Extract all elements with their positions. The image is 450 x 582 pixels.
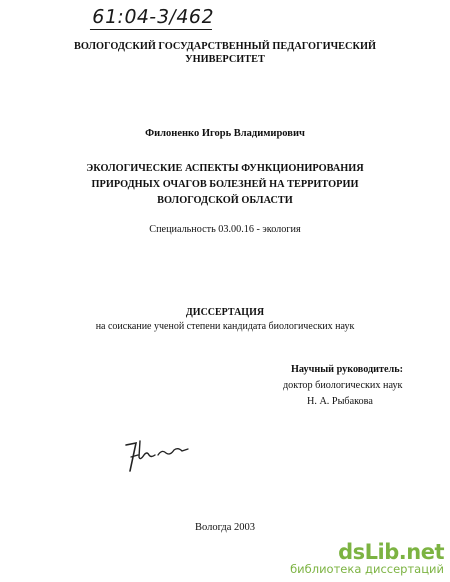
- title-line-2: ПРИРОДНЫХ ОЧАГОВ БОЛЕЗНЕЙ НА ТЕРРИТОРИИ: [91, 179, 359, 190]
- dissertation-title: [0, 161, 450, 209]
- advisor-degree: доктор биологических наук: [283, 380, 403, 391]
- university-name: [0, 40, 450, 66]
- advisor-heading: Научный руководитель:: [291, 364, 404, 375]
- archive-code: 61:04-3/462: [90, 6, 216, 28]
- specialty: Специальность 03.00.16 - экология: [149, 224, 301, 235]
- watermark-subtitle: библиотека диссертаций: [290, 562, 444, 576]
- university-line-1: ВОЛОГОДСКИЙ ГОСУДАРСТВЕННЫЙ ПЕДАГОГИЧЕСКИЙ: [74, 41, 376, 52]
- dslib-watermark[interactable]: [290, 541, 444, 576]
- scientific-advisor: [283, 363, 403, 408]
- handwritten-signature: [122, 437, 192, 478]
- signature-icon: [122, 437, 192, 473]
- dissertation-type: ДИССЕРТАЦИЯ: [185, 307, 265, 318]
- title-line-3: ВОЛОГОДСКОЙ ОБЛАСТИ: [157, 195, 293, 206]
- watermark-logo: dsLib.net: [338, 540, 444, 564]
- title-line-1: ЭКОЛОГИЧЕСКИЕ АСПЕКТЫ ФУНКЦИОНИРОВАНИЯ: [86, 163, 364, 174]
- university-line-2: УНИВЕРСИТЕТ: [185, 54, 265, 65]
- advisor-name: Н. А. Рыбакова: [307, 396, 373, 407]
- dissertation-purpose: на соискание ученой степени кандидата биологических наук: [95, 321, 355, 332]
- city-year: Вологда 2003: [194, 522, 256, 533]
- author-name: Филоненко Игорь Владимирович: [145, 128, 305, 139]
